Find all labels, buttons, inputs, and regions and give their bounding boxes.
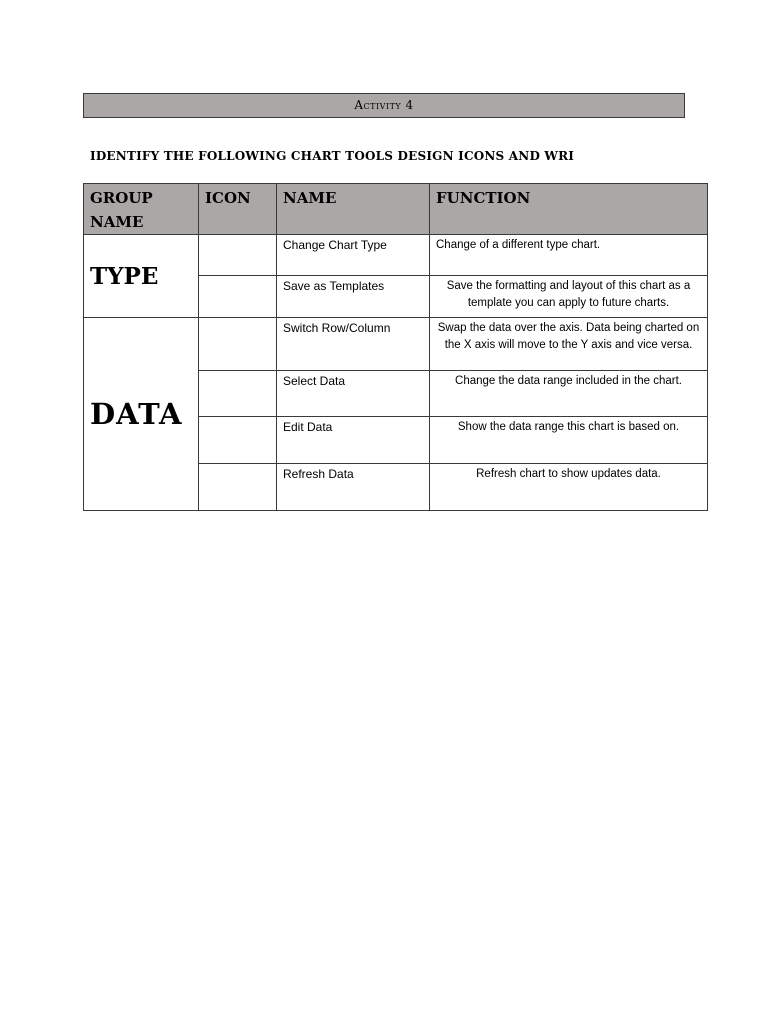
tool-function: Swap the data over the axis. Data being charted on the X axis will move to the Y axis and vice versa. <box>430 318 708 371</box>
table-row <box>84 318 708 371</box>
header-group-line1: GROUP <box>90 189 153 207</box>
icon-cell <box>199 417 277 464</box>
tool-name: Switch Row/Column <box>277 318 430 371</box>
tool-name: Refresh Data <box>277 464 430 511</box>
header-function: FUNCTION <box>430 184 708 235</box>
icon-cell <box>199 276 277 318</box>
table-row <box>84 235 708 276</box>
tool-function: Change the data range included in the chart. <box>430 371 708 417</box>
tool-function: Change of a different type chart. <box>430 235 708 276</box>
tool-function: Save the formatting and layout of this chart as a template you can apply to future charts. <box>430 276 708 318</box>
header-name: NAME <box>277 184 430 235</box>
icon-cell <box>199 235 277 276</box>
group-label-type: TYPE <box>84 235 199 318</box>
group-label-data: DATA <box>84 318 199 511</box>
icon-cell <box>199 318 277 371</box>
tool-function: Refresh chart to show updates data. <box>430 464 708 511</box>
tool-name: Select Data <box>277 371 430 417</box>
activity-title: Activity 4 <box>83 93 685 118</box>
header-group-line2: NAME <box>90 213 144 231</box>
tool-name: Save as Templates <box>277 276 430 318</box>
tool-name: Change Chart Type <box>277 235 430 276</box>
icon-cell <box>199 371 277 417</box>
tool-function: Show the data range this chart is based on. <box>430 417 708 464</box>
header-icon: ICON <box>199 184 277 235</box>
table-header-row <box>84 184 708 235</box>
header-group-name <box>84 184 199 235</box>
icon-cell <box>199 464 277 511</box>
tool-name: Edit Data <box>277 417 430 464</box>
chart-tools-table <box>83 183 708 511</box>
instruction-text: IDENTIFY THE FOLLOWING CHART TOOLS DESIGN ICONS AND WRI <box>90 149 575 163</box>
